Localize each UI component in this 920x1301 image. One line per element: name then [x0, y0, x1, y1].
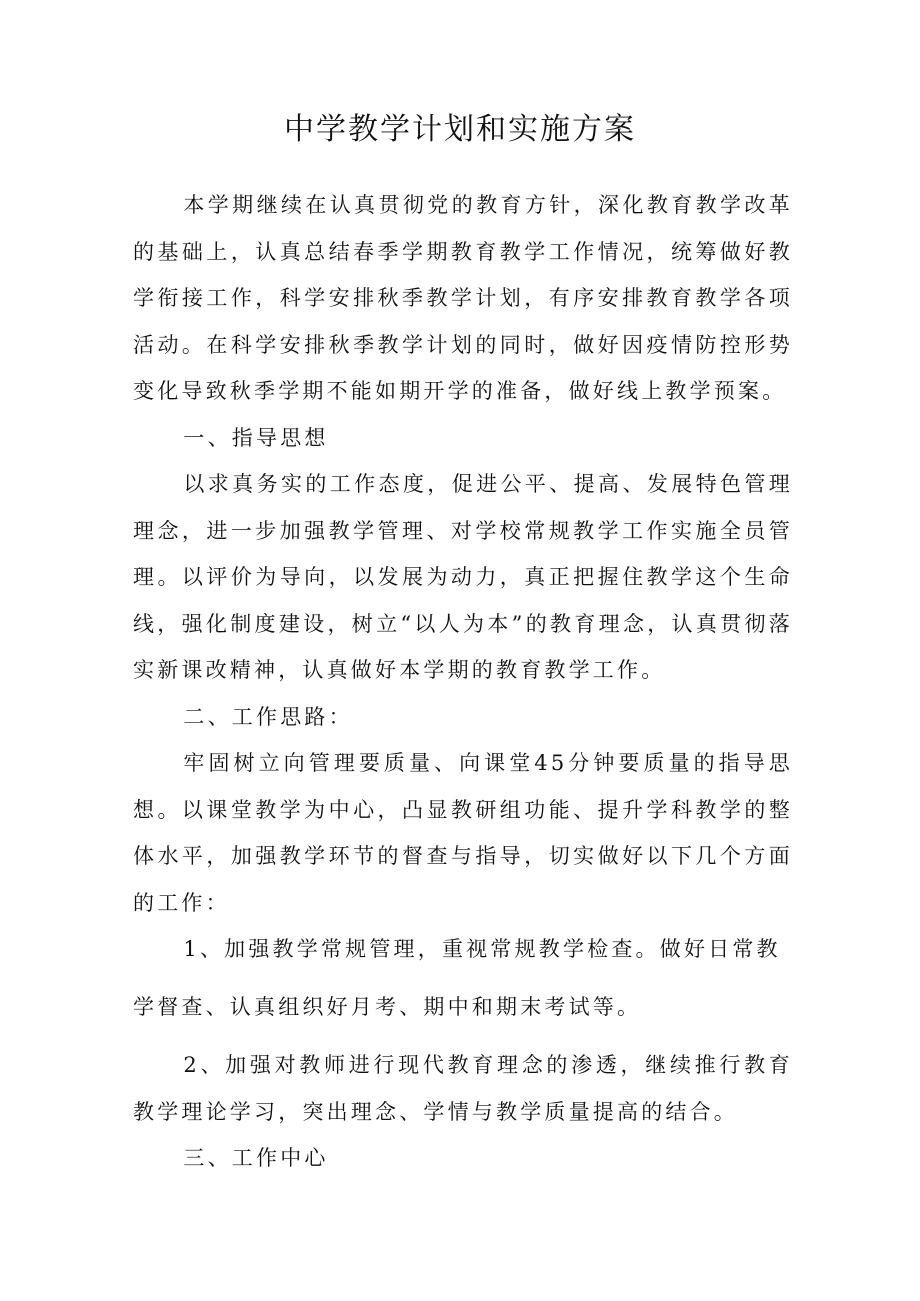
section1-heading: 一、指导思想 — [183, 425, 329, 450]
spacer — [133, 1030, 793, 1042]
document-body — [133, 182, 793, 1182]
section3-heading: 三、工作中心 — [183, 1146, 329, 1170]
section2-paragraph: 牢固树立向管理要质量、向课堂45分钟要质量的指导思想。以课堂教学为中心，凸显教研组功能、提升学科教学的整体水平，加强教学环节的督查与指导，切实做好以下几个方面的工作： — [133, 751, 793, 915]
section2-heading: 二、工作思路： — [183, 704, 353, 729]
section2-item1-line1: 1、加强教学常规管理，重视常规教学检查。做好日常教 — [183, 937, 781, 961]
document-title: 中学教学计划和实施方案 — [284, 112, 636, 147]
section2-item2: 2、加强对教师进行现代教育理念的渗透，继续推行教育教学理论学习，突出理念、学情与教学质量提高的结合。 — [133, 1053, 793, 1124]
section2-item1-line2: 学督查、认真组织好月考、期中和期末考试等。 — [133, 995, 642, 1019]
section1-paragraph: 以求真务实的工作态度，促进公平、提高、发展特色管理理念，进一步加强教学管理、对学校常规教学工作实施全员管理。以评价为导向，以发展为动力，真正把握住教学这个生命线，强化制度建设，树立“以人为本”的教育理念，认真贯彻落实新课改精神，认真做好本学期的教育教学工作。 — [133, 472, 793, 682]
section2-item1 — [133, 926, 793, 1030]
intro-paragraph: 本学期继续在认真贯彻党的教育方针，深化教育教学改革的基础上，认真总结春季学期教育教学工作情况，统筹做好教学衔接工作，科学安排秋季教学计划，有序安排教育教学各项活动。在科学安排秋季教学计划的同时，做好因疫情防控形势变化导致秋季学期不能如期开学的准备，做好线上教学预案。 — [133, 193, 793, 403]
